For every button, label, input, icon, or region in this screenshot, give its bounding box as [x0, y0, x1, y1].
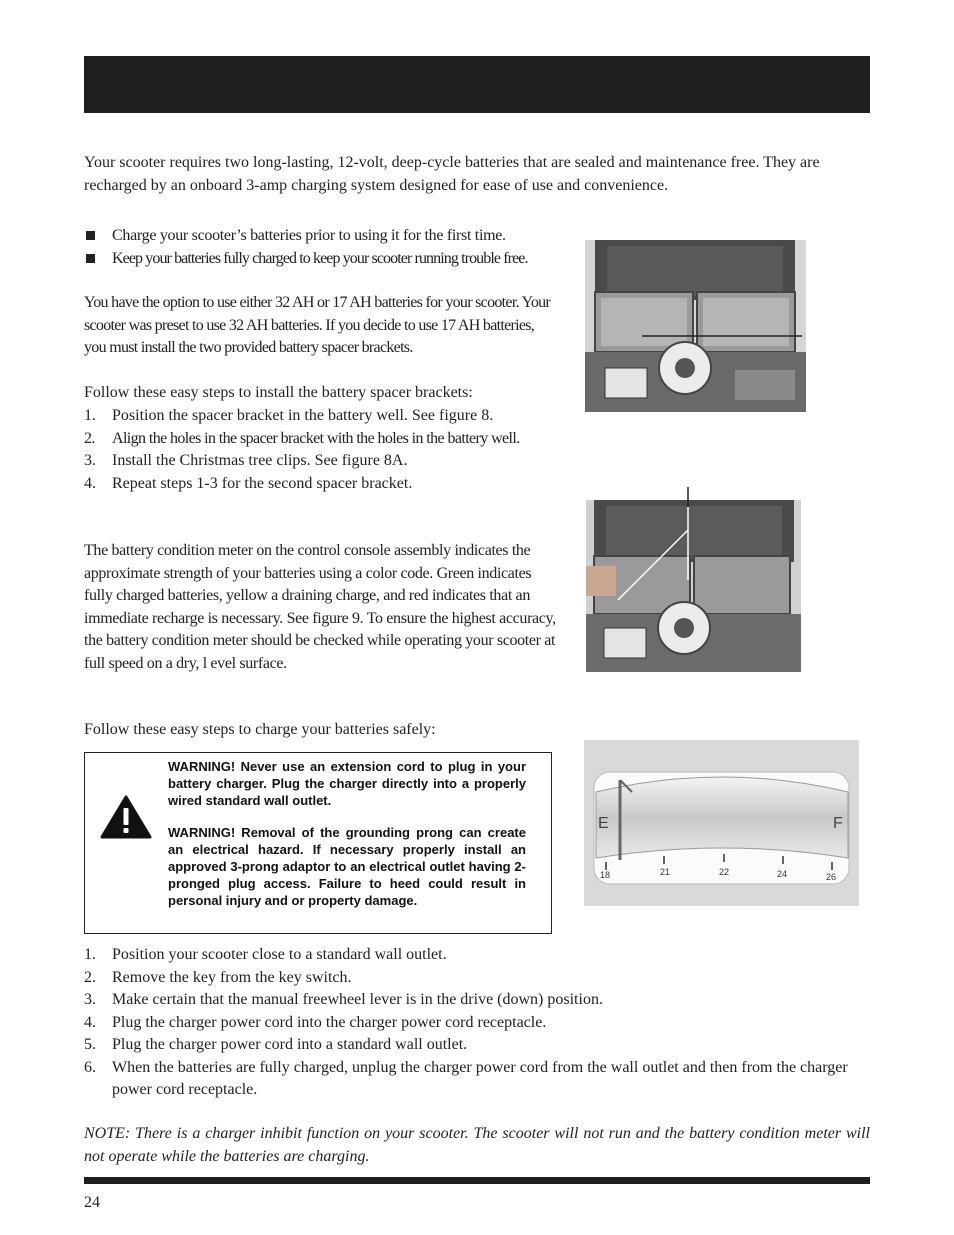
- spacer-steps-intro: Follow these easy steps to install the battery spacer brackets:: [84, 384, 473, 401]
- footer-rule: [84, 1177, 870, 1184]
- list-item: 1. Position your scooter close to a standard wall outlet.: [84, 946, 447, 963]
- list-item: Keep your batteries fully charged to keep your scooter running trouble free.: [84, 248, 564, 271]
- charger-inhibit-note: NOTE: There is a charger inhibit function on your scooter. The scooter will not run and the battery condition meter will not operate while the batteries are charging.: [84, 1125, 870, 1165]
- meter-tick-label: 18: [600, 870, 611, 880]
- warning-extension-cord: WARNING! Never use an extension cord to plug in your battery charger. Plug the charger directly into a properly wired standard wall outlet.: [168, 759, 526, 808]
- list-item: 1. Position the spacer bracket in the battery well. See figure 8.: [84, 407, 494, 424]
- list-item: 3. Make certain that the manual freewheel lever is in the drive (down) position.: [84, 991, 603, 1008]
- exclamation-triangle-icon: [100, 795, 152, 839]
- list-item: 5. Plug the charger power cord into a standard wall outlet.: [84, 1036, 468, 1053]
- meter-tick-label: 26: [826, 872, 837, 882]
- list-item: Charge your scooter’s batteries prior to using it for the first time.: [84, 225, 564, 248]
- intro-paragraph: Your scooter requires two long-lasting, 12-volt, deep-cycle batteries that are sealed and maintenance free. They are recharged by an onboard 3-amp charging system designed for ease of use and convenience.: [84, 154, 820, 194]
- list-item: 3. Install the Christmas tree clips. See figure 8A.: [84, 452, 408, 469]
- meter-empty-label: E: [598, 815, 609, 832]
- callout-line: [640, 330, 810, 342]
- warning-grounding-prong: WARNING! Removal of the grounding prong can create an electrical hazard. If necessary properly install an approved 3-prong adaptor to an electrical outlet having 2-pronged plug access. Failure to heed could result in personal injury and or property damage.: [168, 825, 526, 908]
- meter-full-label: F: [833, 815, 843, 832]
- battery-option-paragraph: You have the option to use either 32 AH or 17 AH batteries for your scooter. Your scooter was preset to use 32 AH batteries. If you decide to use 17 AH batteries, you must install the two provided battery spacer brackets.: [84, 294, 551, 356]
- bullet-list: [84, 225, 564, 270]
- charge-steps-list: [84, 944, 870, 1102]
- warning-text: [168, 759, 526, 909]
- list-item: 6. When the batteries are fully charged, unplug the charger power cord from the wall outlet and then from the charger power cord receptacle.: [84, 1058, 848, 1098]
- battery-meter-figure: [584, 740, 859, 906]
- charge-steps-intro: Follow these easy steps to charge your batteries safely:: [84, 721, 436, 738]
- meter-tick-label: 24: [777, 869, 788, 879]
- section-header-bar: [84, 56, 870, 113]
- spacer-steps-list: [84, 405, 558, 495]
- meter-tick-label: 21: [660, 867, 671, 877]
- battery-well-photo: [585, 240, 806, 412]
- meter-tick-label: 22: [719, 867, 730, 877]
- meter-paragraph: The battery condition meter on the control console assembly indicates the approximate strength of your batteries using a color code. Green indicates fully charged batteries, yellow a draining charge, and red indicates that an immediate recharge is necessary. See figure 9. To ensure the highest accuracy, the battery condition meter should be checked while operating your scooter at full speed on a dry, l evel surface.: [84, 542, 556, 672]
- list-item: 4. Repeat steps 1-3 for the second spacer bracket.: [84, 474, 413, 492]
- square-bullet-icon: [86, 231, 95, 240]
- list-item: 2. Align the holes in the spacer bracket with the holes in the battery well.: [84, 429, 520, 447]
- list-item: 2. Remove the key from the key switch.: [84, 968, 352, 986]
- callout-lines: [610, 485, 700, 605]
- list-item: 4. Plug the charger power cord into the charger power cord receptacle.: [84, 1013, 547, 1031]
- square-bullet-icon: [86, 254, 95, 263]
- page-number: 24: [84, 1194, 100, 1211]
